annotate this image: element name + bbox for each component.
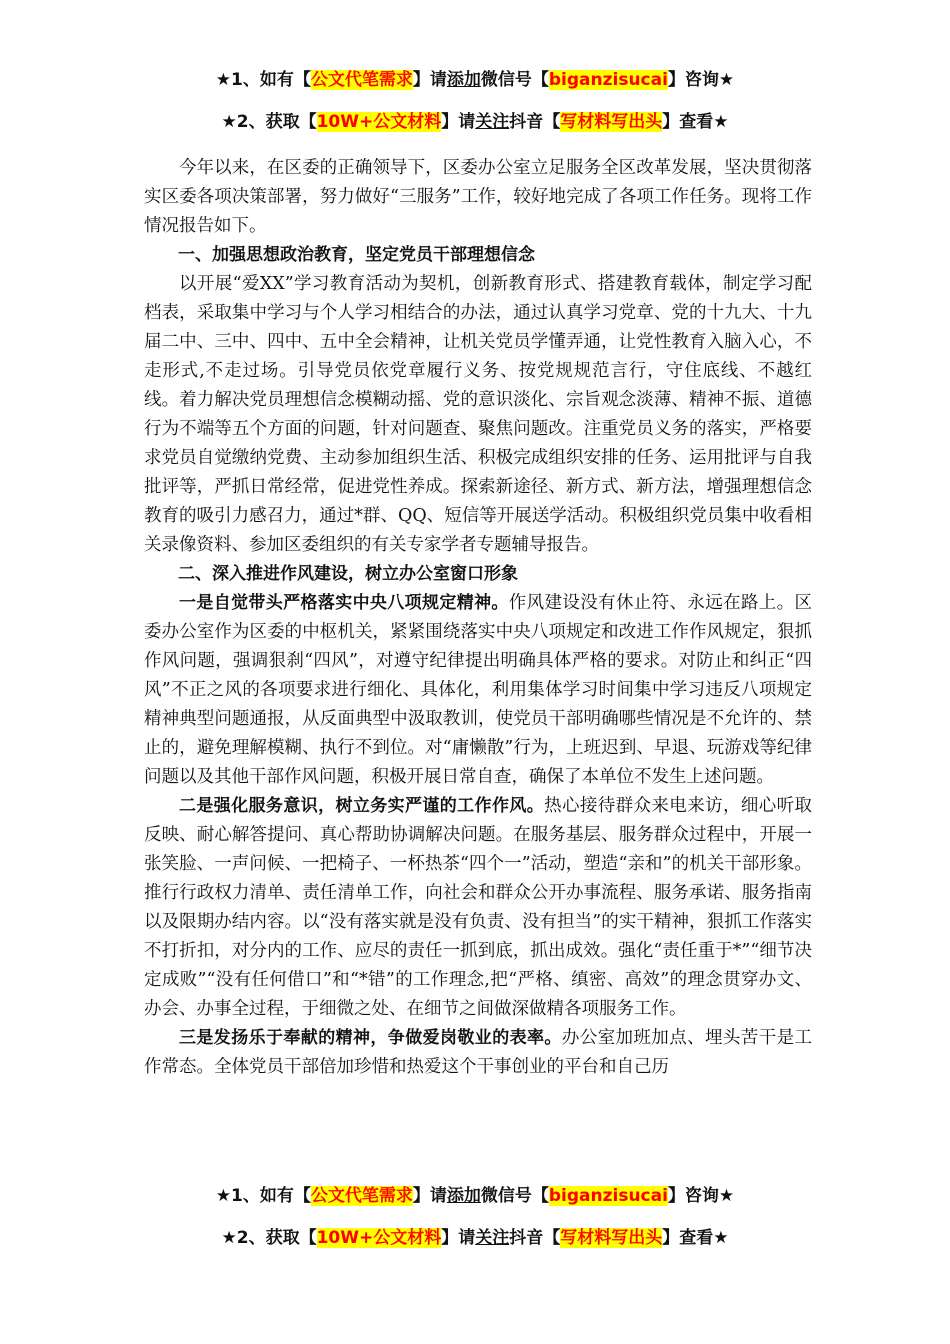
banner-text: 微信号【 xyxy=(480,70,549,90)
banner-text: ★2、获取【 xyxy=(221,1228,317,1248)
banner-highlight: biganzisucai xyxy=(548,1186,668,1206)
banner-text: 微信号【 xyxy=(480,1186,549,1206)
banner-text: 】咨询★ xyxy=(667,70,735,90)
paragraph-lead: 一是自觉带头严格落实中央八项规定精神。 xyxy=(179,593,509,613)
banner-text: 】请 xyxy=(412,1186,447,1206)
section-heading-2: 二、深入推进作风建设，树立办公室窗口形象 xyxy=(178,564,518,584)
banner-text: 】请 xyxy=(441,1228,476,1248)
paragraph-lead: 二是强化服务意识，树立务实严谨的工作作风。 xyxy=(179,796,545,816)
paragraph-4 xyxy=(144,1024,812,1082)
banner-highlight: 公文代笔需求 xyxy=(310,70,413,90)
banner-top-line-1 xyxy=(0,68,950,92)
banner-highlight: 10W+公文材料 xyxy=(316,1228,442,1248)
banner-text: ★2、获取【 xyxy=(221,112,317,132)
banner-highlight: 10W+公文材料 xyxy=(316,112,442,132)
banner-text: 抖音【 xyxy=(509,112,561,132)
banner-underlined: 添加 xyxy=(446,70,481,90)
banner-highlight: biganzisucai xyxy=(548,70,668,90)
intro-paragraph: 今年以来，在区委的正确领导下，区委办公室立足服务全区改革发展，坚决贯彻落实区委各项决策部署，努力做好“三服务”工作，较好地完成了各项工作任务。现将工作情况报告如下。 xyxy=(144,158,812,236)
banner-text: 】查看★ xyxy=(662,112,729,132)
banner-highlight: 公文代笔需求 xyxy=(310,1186,413,1206)
banner-text: 】查看★ xyxy=(662,1228,729,1248)
document-body xyxy=(144,154,812,1082)
section-heading-1: 一、加强思想政治教育，坚定党员干部理想信念 xyxy=(178,245,535,265)
banner-highlight: 写材料写出头 xyxy=(560,112,663,132)
paragraph-3 xyxy=(144,792,812,1024)
banner-text: ★1、如有【 xyxy=(215,1186,311,1206)
banner-highlight: 写材料写出头 xyxy=(560,1228,663,1248)
banner-top-line-2 xyxy=(0,110,950,134)
paragraph-text: 办公室加班加点、埋头苦干是工作常态。全体党员干部倍加珍惜和热爱这个干事创业的平台和自己历 xyxy=(144,1028,813,1077)
banner-underlined: 关注 xyxy=(475,1228,510,1248)
paragraph-lead: 三是发扬乐于奉献的精神，争做爱岗敬业的表率。 xyxy=(179,1028,562,1048)
banner-underlined: 添加 xyxy=(446,1186,481,1206)
banner-text: ★1、如有【 xyxy=(215,70,311,90)
banner-underlined: 关注 xyxy=(475,112,510,132)
paragraph-text: 热心接待群众来电来访，细心听取反映、耐心解答提问、真心帮助协调解决问题。在服务基层、服务群众过程中，开展一张笑脸、一声问候、一把椅子、一杯热茶“四个一”活动，塑造“亲和”的机关干部形象。推行行政权力清单、责任清单工作，向社会和群众公开办事流程、服务承诺、服务指南以及限期办结内容。以“没有落实就是没有负责、没有担当”的实干精神，狠抓工作落实不打折扣，对分内的工作、应尽的责任一抓到底，抓出成效。强化“责任重于*”“细节决定成败”“没有任何借口”和“*错”的工作理念,把“严格、缜密、高效”的理念贯穿办文、办会、办事全过程，于细微之处、在细节之间做深做精各项服务工作。 xyxy=(144,796,813,1019)
paragraph-1: 以开展“爱XX”学习教育活动为契机，创新教育形式、搭建教育载体，制定学习配档表，采取集中学习与个人学习相结合的办法，通过认真学习党章、党的十九大、十九届二中、三中、四中、五中全会精神，让机关党员学懂弄通，让党性教育入脑入心，不走形式,不走过场。引导党员依党章履行义务、按党规规范言行，守住底线、不越红线。着力解决党员理想信念模糊动摇、党的意识淡化、宗旨观念淡薄、精神不振、道德行为不端等五个方面的问题，针对问题查、聚焦问题改。注重党员义务的落实，严格要求党员自觉缴纳党费、主动参加组织生活、积极完成组织安排的任务、运用批评与自我批评等，严抓日常经常，促进党性养成。探索新途径、新方式、新方法，增强理想信念教育的吸引力感召力，通过*群、QQ、短信等开展送学活动。积极组织党员集中收看相关录像资料、参加区委组织的有关专家学者专题辅导报告。 xyxy=(144,274,812,555)
banner-text: 】请 xyxy=(412,70,447,90)
banner-text: 抖音【 xyxy=(509,1228,561,1248)
banner-text: 】咨询★ xyxy=(667,1186,735,1206)
banner-bottom-line-2 xyxy=(0,1226,950,1250)
banner-text: 】请 xyxy=(441,112,476,132)
paragraph-2 xyxy=(144,589,812,792)
paragraph-text: 作风建设没有休止符、永远在路上。区委办公室作为区委的中枢机关，紧紧围绕落实中央八项规定和改进工作作风规定，狠抓作风问题，强调狠刹“四风”，对遵守纪律提出明确具体严格的要求。对防止和纠正“四风”不正之风的各项要求进行细化、具体化，利用集体学习时间集中学习违反八项规定精神典型问题通报，从反面典型中汲取教训，使党员干部明确哪些情况是不允许的、禁止的，避免理解模糊、执行不到位。对“庸懒散”行为，上班迟到、早退、玩游戏等纪律问题以及其他干部作风问题，积极开展日常自查，确保了本单位不发生上述问题。 xyxy=(144,593,813,787)
banner-bottom-line-1 xyxy=(0,1184,950,1208)
